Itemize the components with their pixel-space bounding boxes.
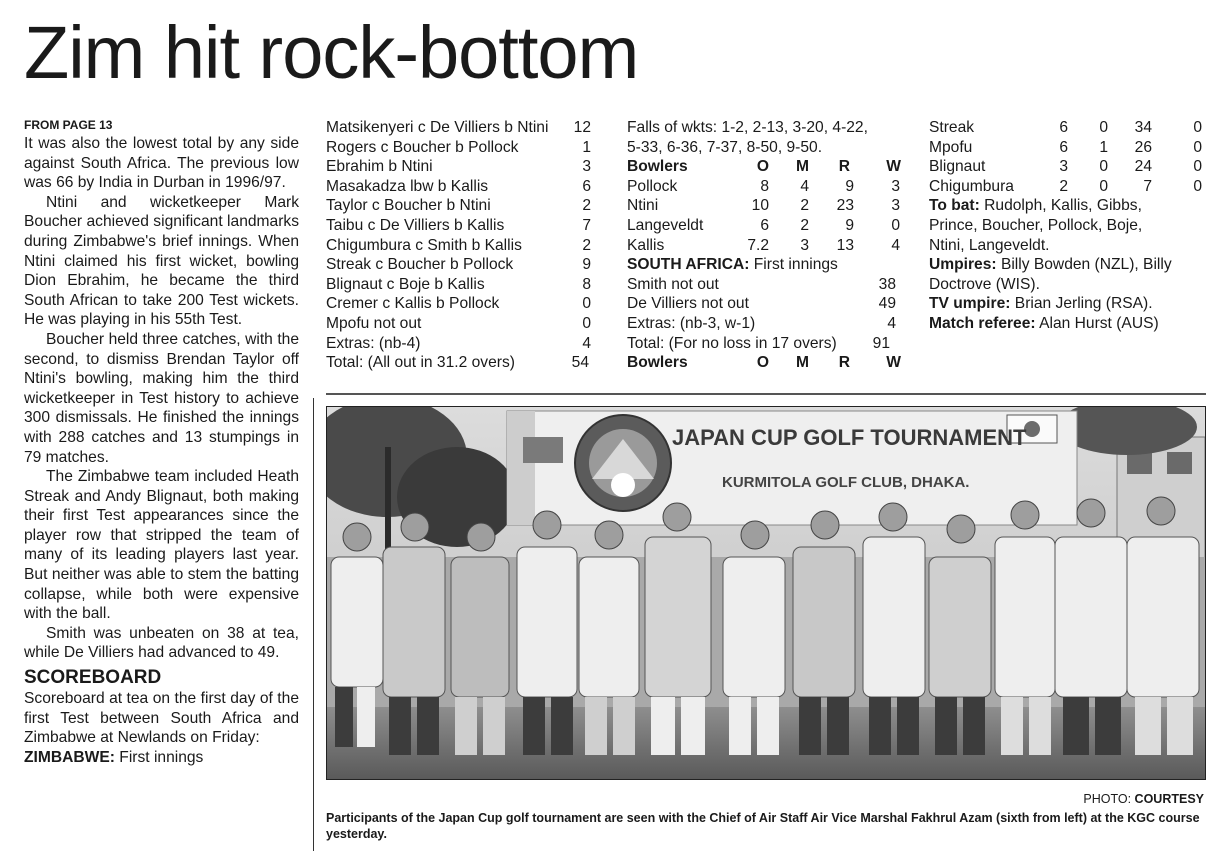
total-label: Total: (For no loss in 17 overs) <box>627 334 837 352</box>
batting-row <box>326 138 591 158</box>
runs: 6 <box>582 177 591 195</box>
column-rule <box>313 398 314 851</box>
bowler: Streak <box>929 119 975 136</box>
batting-row <box>326 118 591 138</box>
total-label: Total: (All out in 31.2 overs) <box>326 354 515 372</box>
to-bat <box>929 236 1204 256</box>
bowling-row <box>929 138 1204 158</box>
to-bat-line: Ntini, Langeveldt. <box>929 236 1050 254</box>
bowler: Langeveldt <box>627 216 704 234</box>
to-bat-line: Rudolph, Kallis, Gibbs, <box>984 197 1142 215</box>
batsman: Matsikenyeri c De Villiers b Ntini <box>326 119 549 136</box>
kicker: FROM PAGE 13 <box>24 118 113 132</box>
maidens: 4 <box>800 177 809 195</box>
batting-row <box>326 275 591 295</box>
to-bat <box>929 216 1204 236</box>
runs: 9 <box>845 177 854 195</box>
innings-label: First innings <box>753 256 838 274</box>
runs: 13 <box>836 236 854 254</box>
runs: 8 <box>582 275 591 293</box>
runs: 3 <box>582 158 591 176</box>
runs: 34 <box>1134 119 1152 136</box>
batsman: Cremer c Kallis b Pollock <box>326 295 500 313</box>
batting-row <box>326 236 591 256</box>
overs: 10 <box>751 197 769 215</box>
maidens: 2 <box>800 216 809 234</box>
group-photo-illustration <box>327 407 1205 779</box>
batsman: Masakadza lbw b Kallis <box>326 177 489 195</box>
wickets: 0 <box>1193 158 1202 176</box>
scoreboard-heading: SCOREBOARD <box>24 667 162 689</box>
wickets: 3 <box>891 197 900 215</box>
bowling-row <box>929 118 1204 138</box>
bowler: Chigumbura <box>929 177 1014 195</box>
batting-row <box>627 275 902 295</box>
batting-row <box>326 314 591 334</box>
batting-row <box>326 157 591 177</box>
batsman: Chigumbura c Smith b Kallis <box>326 236 522 254</box>
to-bat-line: Prince, Boucher, Pollock, Boje, <box>929 216 1143 234</box>
to-bat-label: To bat: <box>929 197 980 215</box>
wickets: 4 <box>891 236 900 254</box>
batting-row <box>627 294 902 314</box>
runs: 54 <box>571 354 589 372</box>
section-rule <box>326 393 1206 395</box>
bowling-row <box>627 177 902 197</box>
tv-umpire <box>929 294 1204 314</box>
overs: 2 <box>1059 177 1068 195</box>
batting-row <box>326 255 591 275</box>
maidens: 2 <box>800 197 809 215</box>
match-referee-label: Match referee: <box>929 314 1036 332</box>
batsman: Mpofu not out <box>326 314 422 332</box>
bowlers-header <box>627 157 902 177</box>
batting-row <box>326 216 591 236</box>
overs: 7.2 <box>747 236 769 254</box>
bowling-row <box>929 157 1204 177</box>
wickets-header: W <box>886 158 901 176</box>
overs-header: O <box>756 158 769 176</box>
falls-of-wickets <box>627 138 902 158</box>
umpires <box>929 275 1204 295</box>
runs: 0 <box>582 314 591 332</box>
maidens: 0 <box>1099 177 1108 195</box>
bowler: Kallis <box>627 236 665 254</box>
bowling-row <box>627 236 902 256</box>
extras-label: Extras: (nb-4) <box>326 334 421 352</box>
bowler: Mpofu <box>929 138 973 156</box>
runs: 91 <box>872 334 890 352</box>
batsman: Taibu c De Villiers b Kallis <box>326 216 505 234</box>
maidens: 3 <box>800 236 809 254</box>
runs: 26 <box>1134 138 1152 156</box>
runs-header: R <box>838 158 850 176</box>
story-column <box>24 118 299 767</box>
story-paragraph: Smith was unbeaten on 38 at tea, while De Villiers had advanced to 49. <box>24 624 299 662</box>
total-row <box>326 353 591 373</box>
column-four <box>929 118 1204 334</box>
wickets: 0 <box>1193 119 1202 136</box>
maidens: 0 <box>1099 119 1108 136</box>
story-paragraph: It was also the lowest total by any side against South Africa. The previous low was 66 by India in Durban in 1996/97. <box>24 135 299 192</box>
runs: 24 <box>1134 158 1152 176</box>
umpires-label: Umpires: <box>929 256 997 274</box>
batsman: Taylor c Boucher b Ntini <box>326 197 491 215</box>
runs: 9 <box>845 216 854 234</box>
tv-umpire-value: Brian Jerling (RSA). <box>1014 295 1153 313</box>
extras-label: Extras: (nb-3, w-1) <box>627 314 756 332</box>
batsman: Rogers c Boucher b Pollock <box>326 138 519 156</box>
extras-row <box>326 334 591 354</box>
runs: 2 <box>582 236 591 254</box>
story-paragraph: The Zimbabwe team included Heath Streak and Andy Blignaut, both making their first Test appearances since the player row that stripped the team of many of its leading players last year. But neither was able to stem the batting collapse, while both were expensive with the ball. <box>24 468 299 623</box>
overs: 6 <box>760 216 769 234</box>
overs: 6 <box>1059 138 1068 156</box>
runs: 0 <box>582 295 591 313</box>
batsman: Blignaut c Boje b Kallis <box>326 275 485 293</box>
wickets-header: W <box>886 354 901 372</box>
column-three <box>627 118 902 373</box>
maidens-header: M <box>796 354 809 372</box>
match-referee-value: Alan Hurst (AUS) <box>1039 314 1159 332</box>
bowlers-header <box>627 353 902 373</box>
runs: 4 <box>887 314 896 332</box>
maidens: 1 <box>1099 138 1108 156</box>
falls-of-wickets <box>627 118 902 138</box>
south-africa-label: SOUTH AFRICA: <box>627 256 750 274</box>
bowling-row <box>929 177 1204 197</box>
photo-credit-label: PHOTO: <box>1083 792 1132 806</box>
photo-credit <box>1083 792 1204 806</box>
umpires-line: Billy Bowden (NZL), Billy <box>1000 256 1172 274</box>
runs: 49 <box>878 295 896 313</box>
banner-title: JAPAN CUP GOLF TOURNAMENT <box>672 425 1027 450</box>
total-row <box>627 334 902 354</box>
batsman: Streak c Boucher b Pollock <box>326 256 514 274</box>
zimbabwe-innings-label <box>24 748 299 768</box>
bowlers-label: Bowlers <box>627 354 688 372</box>
runs-header: R <box>838 354 850 372</box>
bowling-row <box>627 196 902 216</box>
bowlers-label: Bowlers <box>627 158 688 176</box>
overs: 6 <box>1059 119 1068 136</box>
bowler: Blignaut <box>929 158 986 176</box>
to-bat <box>929 196 1204 216</box>
photo-caption: Participants of the Japan Cup golf tournament are seen with the Chief of Air Staff Air Vice Marshal Fakhrul Azam (sixth from left) at the KGC course yesterday. <box>326 811 1200 841</box>
story-paragraph: Ntini and wicketkeeper Mark Boucher achieved significant landmarks during Zimbabwe's brief innings. When Ntini claimed his first wicket, bowling Dion Ebrahim, he became the third South African to take 200 Test wickets. He was playing in his 55th Test. <box>24 193 299 329</box>
batsman: Ebrahim b Ntini <box>326 158 433 176</box>
story-paragraph: Boucher held three catches, with the second, to dismiss Brendan Taylor off Ntini's bowling, making him the third wicketkeeper in Test history to achieve 300 dismissals. He finished the innings with 288 catches and 13 stumpings in 79 matches. <box>24 330 299 466</box>
wickets: 0 <box>1193 177 1202 195</box>
bowler: Pollock <box>627 177 678 195</box>
tv-umpire-label: TV umpire: <box>929 295 1011 313</box>
batsman: Smith not out <box>627 275 719 293</box>
banner-subtitle: KURMITOLA GOLF CLUB, DHAKA. <box>722 474 970 491</box>
wickets: 3 <box>891 177 900 195</box>
scoreboard-intro: Scoreboard at tea on the first day of the first Test between South Africa and Zimbabwe at Newlands on Friday: <box>24 690 299 747</box>
runs: 23 <box>836 197 854 215</box>
zimbabwe-label: ZIMBABWE: <box>24 748 115 766</box>
umpires-line: Doctrove (WIS). <box>929 275 1040 293</box>
runs: 9 <box>582 256 591 274</box>
headline: Zim hit rock-bottom <box>24 11 639 94</box>
bowling-row <box>627 216 902 236</box>
maidens-header: M <box>796 158 809 176</box>
runs: 7 <box>1143 177 1152 195</box>
batting-row <box>326 196 591 216</box>
batting-row <box>326 177 591 197</box>
overs: 8 <box>760 177 769 195</box>
batting-row <box>326 294 591 314</box>
wickets: 0 <box>1193 138 1202 156</box>
runs: 7 <box>582 216 591 234</box>
match-referee <box>929 314 1204 334</box>
zimbabwe-batting-card <box>326 118 591 373</box>
falls-line: 5-33, 6-36, 7-37, 8-50, 9-50. <box>627 138 823 156</box>
umpires <box>929 255 1204 275</box>
runs: 1 <box>582 138 591 156</box>
bowler: Ntini <box>627 197 659 215</box>
innings-label: First innings <box>119 748 204 766</box>
runs: 2 <box>582 197 591 215</box>
batsman: De Villiers not out <box>627 295 749 313</box>
runs: 38 <box>878 275 896 293</box>
runs: 4 <box>582 334 591 352</box>
extras-row <box>627 314 902 334</box>
overs-header: O <box>756 354 769 372</box>
overs: 3 <box>1059 158 1068 176</box>
maidens: 0 <box>1099 158 1108 176</box>
photo-credit-value: COURTESY <box>1134 792 1204 806</box>
runs: 12 <box>573 119 591 136</box>
falls-line: Falls of wkts: 1-2, 2-13, 3-20, 4-22, <box>627 119 868 136</box>
south-africa-innings-label <box>627 255 902 275</box>
wickets: 0 <box>891 216 900 234</box>
group-photo <box>326 406 1206 780</box>
